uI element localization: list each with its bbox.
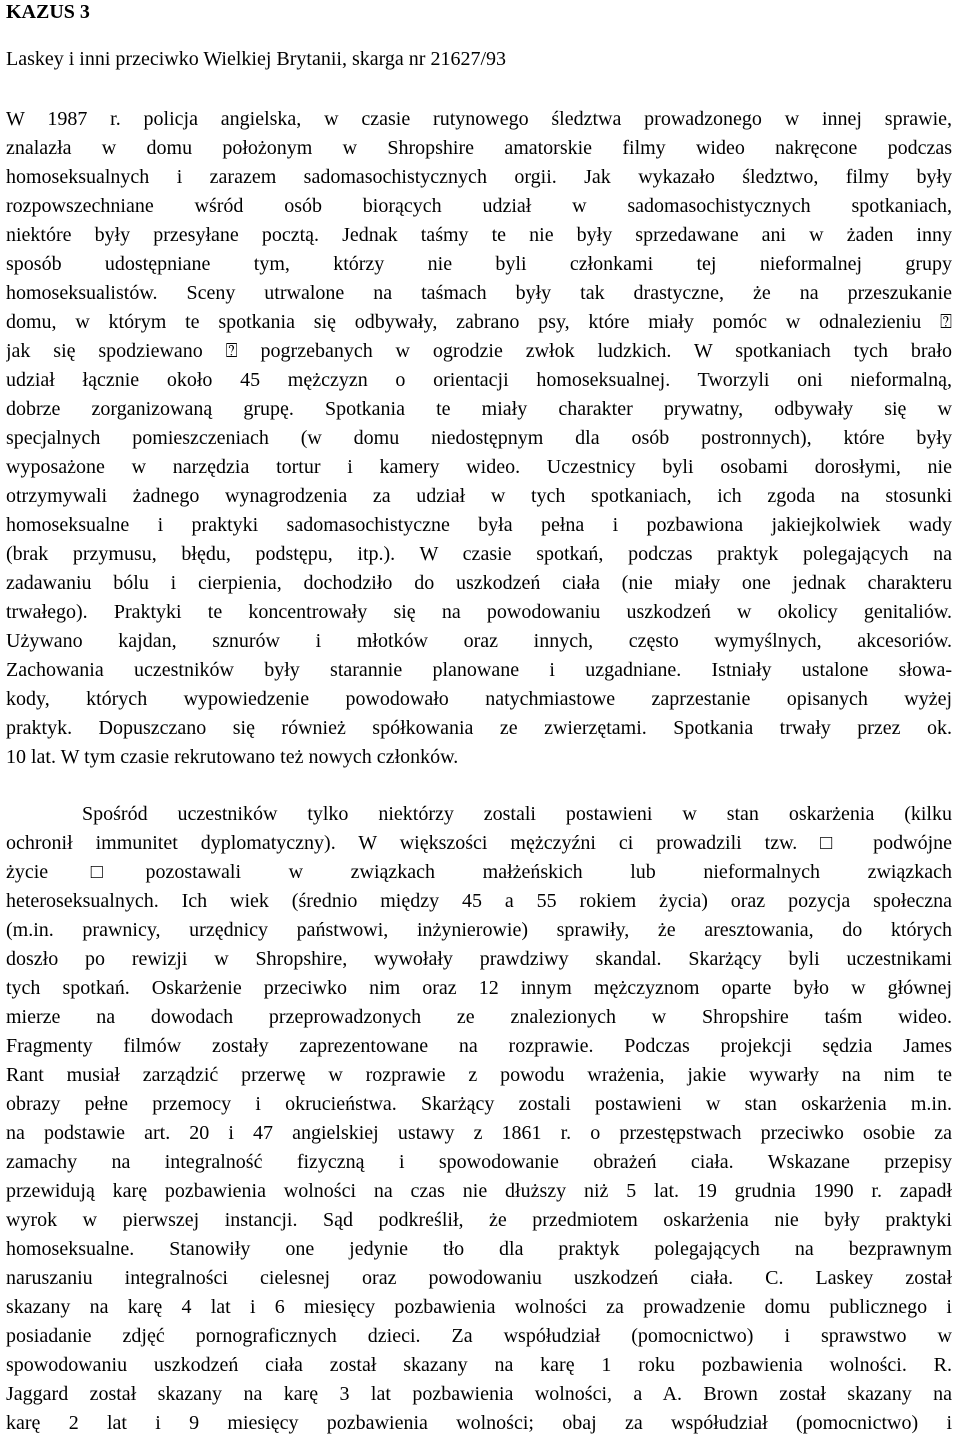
text-line: homoseksualne. Stanowiły one jedynie tło dla praktyk polegających na bezprawnym <box>6 1238 952 1260</box>
text-line: (m.in. prawnicy, urzędnicy państwowi, inżynierowie) sprawiły, że aresztowania, do których <box>6 919 952 941</box>
text-line: wyrok w pierwszej instancji. Sąd podkreślił, że przedmiotem oskarżenia nie były praktyki <box>6 1209 952 1231</box>
text-line: homoseksualne i praktyki sadomasochistyczne była pełna i pozbawiona jakiejkolwiek wady <box>6 514 952 536</box>
text-line: naruszaniu integralności cielesnej oraz powodowaniu uszkodzeń ciała. C. Laskey został <box>6 1267 952 1289</box>
case-heading: KAZUS 3 <box>6 1 90 23</box>
text-line: Jaggard został skazany na karę 3 lat pozbawienia wolności, a A. Brown został skazany na <box>6 1383 952 1405</box>
text-line: specjalnych pomieszczeniach (w domu niedostępnym dla osób postronnych), które były <box>6 427 952 449</box>
text-line: życie□pozostawali w związkach małżeńskich lub nieformalnych związkach <box>6 861 952 883</box>
text-line: domu, w którym te spotkania się odbywały, zabrano psy, które miały pomóc w odnalezieniu ⍰ <box>6 311 952 333</box>
text-line: heteroseksualnych. Ich wiek (średnio między 45 a 55 rokiem życia) oraz pozycja społeczna <box>6 890 952 912</box>
text-line: Fragmenty filmów zostały zaprezentowane na rozprawie. Podczas projekcji sędzia James <box>6 1035 952 1057</box>
text-line: homoseksualistów. Sceny utrwalone na taśmach były tak drastyczne, że na przeszukanie <box>6 282 952 304</box>
text-line: Rant musiał zarządzić przerwę w rozprawie z powodu wrażenia, jakie wywarły na nim te <box>6 1064 952 1086</box>
text-line: wyposażone w narzędzia tortur i kamery wideo. Uczestnicy byli osobami dorosłymi, nie <box>6 456 952 478</box>
paragraph-proceedings <box>6 800 952 1438</box>
text-line: znalazła w domu położonym w Shropshire amatorskie filmy wideo nakręcone podczas <box>6 137 952 159</box>
text-line: dobrze zorganizowaną grupę. Spotkania te miały charakter prywatny, odbywały się w <box>6 398 952 420</box>
text-line: ochronił immunitet dyplomatyczny). W większości mężczyźni ci prowadzili tzw. □ podwójne <box>6 832 952 854</box>
text-line: karę 2 lat i 9 miesięcy pozbawienia wolności; obaj za współudział (pomocnictwo) i <box>6 1412 952 1434</box>
text-line: niektóre były przesyłane pocztą. Jednak taśmy te nie były sprzedawane ani w żaden inny <box>6 224 952 246</box>
text-line: tych spotkań. Oskarżenie przeciwko nim oraz 12 innym mężczyznom oparte było w głównej <box>6 977 952 999</box>
text-line: (brak przymusu, błędu, podstępu, itp.). W czasie spotkań, podczas praktyk polegających na <box>6 543 952 565</box>
text-line: otrzymywali żadnego wynagrodzenia za udział w tych spotkaniach, ich zgoda na stosunki <box>6 485 952 507</box>
paragraph-facts <box>6 105 952 772</box>
text-line: obrazy pełne przemocy i okrucieństwa. Skarżący zostali postawieni w stan oskarżenia m.in. <box>6 1093 952 1115</box>
text-line: Spośród uczestników tylko niektórzy zostali postawieni w stan oskarżenia (kilku <box>82 803 952 825</box>
text-line: skazany na karę 4 lat i 6 miesięcy pozbawienia wolności za prowadzenie domu publicznego i <box>6 1296 952 1318</box>
text-line: przewidują karę pozbawienia wolności na czas nie dłuższy niż 5 lat. 19 grudnia 1990 r. zapadł <box>6 1180 952 1202</box>
text-line: kody, których wypowiedzenie powodowało natychmiastowe zaprzestanie opisanych wyżej <box>6 688 952 710</box>
text-line: spowodowaniu uszkodzeń ciała został skazany na karę 1 roku pozbawienia wolności. R. <box>6 1354 952 1376</box>
text-line: W 1987 r. policja angielska, w czasie rutynowego śledztwa prowadzonego w innej sprawie, <box>6 108 952 130</box>
text-line: sposób udostępniane tym, którzy nie byli członkami tej nieformalnej grupy <box>6 253 952 275</box>
case-citation: Laskey i inni przeciwko Wielkiej Brytanii, skarga nr 21627/93 <box>6 48 507 70</box>
text-line: zadawaniu bólu i cierpienia, dochodziło do uszkodzeń ciała (nie miały one jednak charakteru <box>6 572 952 594</box>
text-line: jak się spodziewano ⍰ pogrzebanych w ogrodzie zwłok ludzkich. W spotkaniach tych brało <box>6 340 952 362</box>
text-line: Używano kajdan, sznurów i młotków oraz innych, często wymyślnych, akcesoriów. <box>6 630 952 652</box>
text-line: praktyk. Dopuszczano się również spółkowania ze zwierzętami. Spotkania trwały przez ok. <box>6 717 952 739</box>
text-line: na podstawie art. 20 i 47 angielskiej ustawy z 1861 r. o przestępstwach przeciwko osobie za <box>6 1122 952 1144</box>
text-line: doszło po rewizji w Shropshire, wywołały prawdziwy skandal. Skarżący byli uczestnikami <box>6 948 952 970</box>
text-line: rozpowszechniane wśród osób biorących udział w sadomasochistycznych spotkaniach, <box>6 195 952 217</box>
text-line: mierze na dowodach przeprowadzonych ze znalezionych w Shropshire taśm wideo. <box>6 1006 952 1028</box>
text-line: Zachowania uczestników były starannie planowane i uzgadniane. Istniały ustalone słowa- <box>6 659 952 681</box>
text-line: 10 lat. W tym czasie rekrutowano też nowych członków. <box>6 746 459 768</box>
text-line: zamachy na integralność fizyczną i spowodowanie obrażeń ciała. Wskazane przepisy <box>6 1151 952 1173</box>
text-line: trwałego). Praktyki te koncentrowały się na powodowaniu uszkodzeń w okolicy genitaliów. <box>6 601 952 623</box>
text-line: udział łącznie około 45 mężczyzn o orientacji homoseksualnej. Tworzyli oni nieformalną, <box>6 369 952 391</box>
text-line: posiadanie zdjęć pornograficznych dzieci. Za współudział (pomocnictwo) i sprawstwo w <box>6 1325 952 1347</box>
text-line: homoseksualnych i zarazem sadomasochistycznych orgii. Jak wykazało śledztwo, filmy były <box>6 166 952 188</box>
